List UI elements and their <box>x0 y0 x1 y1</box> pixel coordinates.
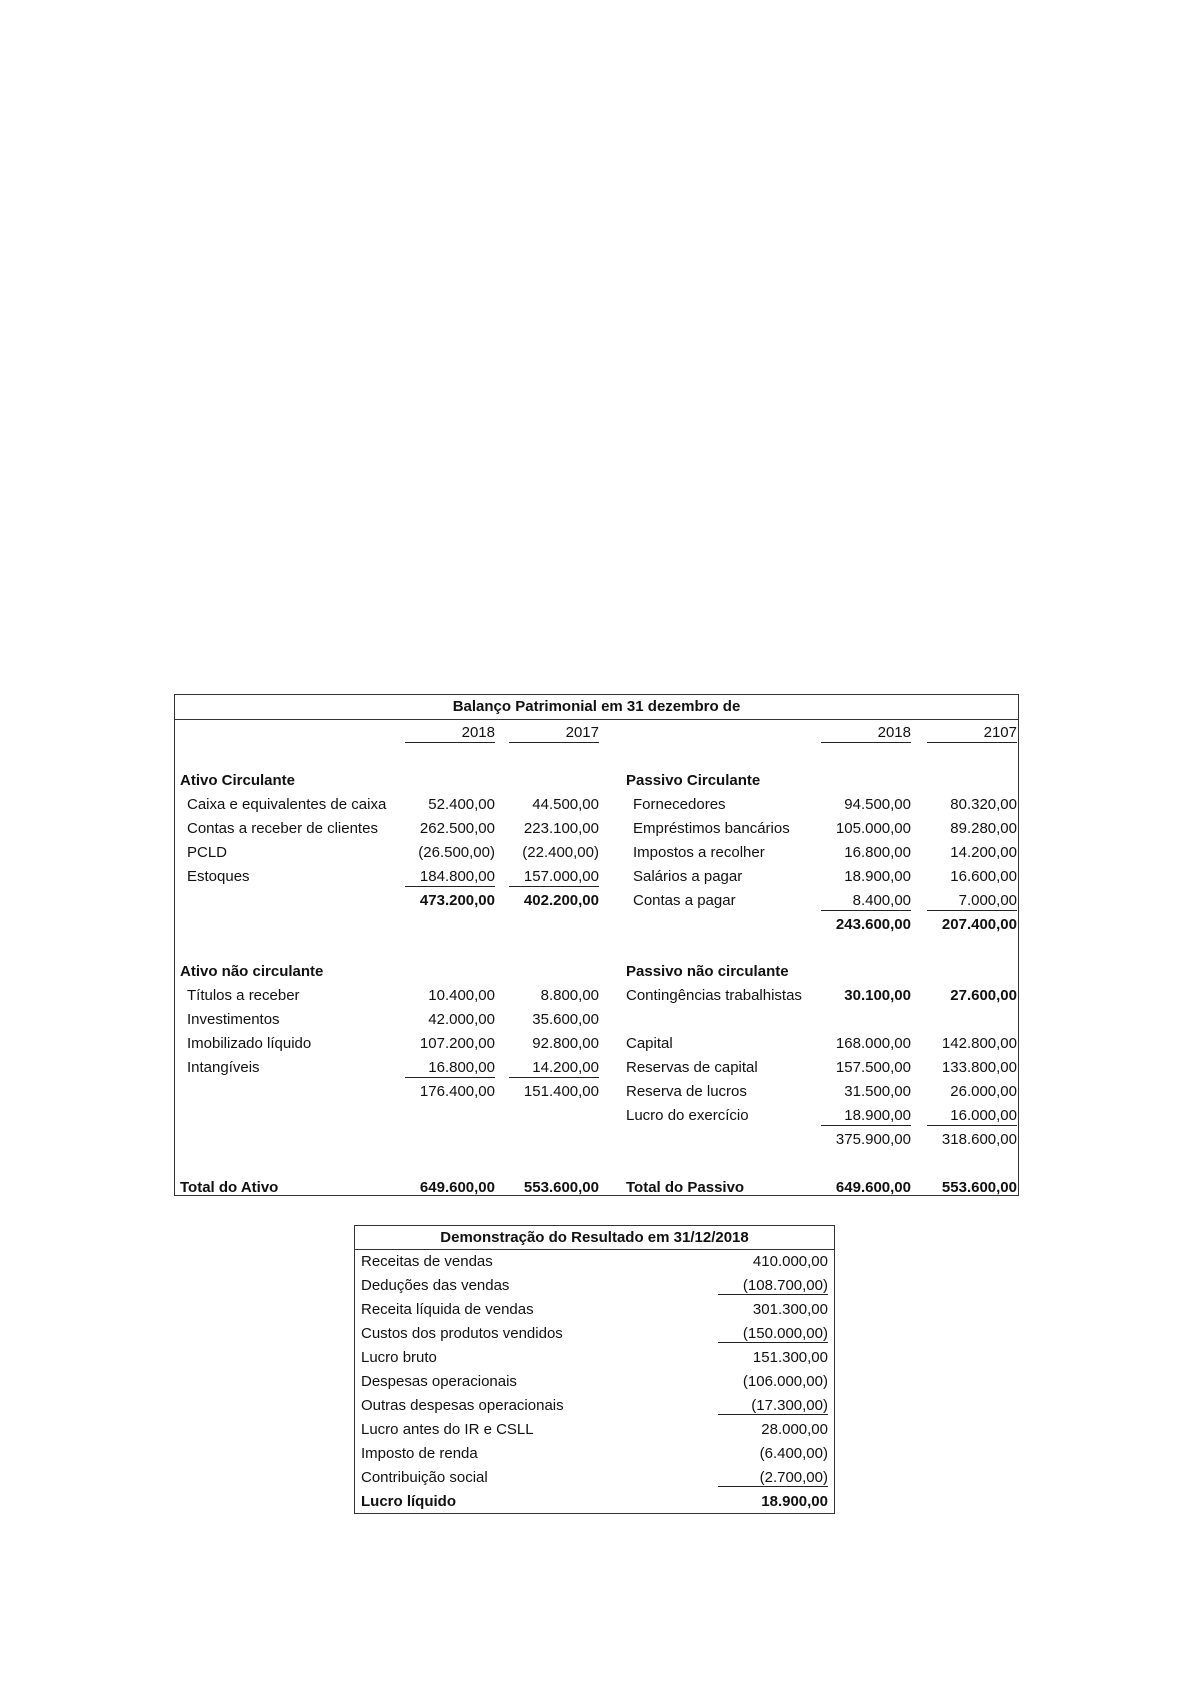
year-header-right-2107: 2107 <box>927 724 1017 743</box>
year-header-left-2017: 2017 <box>509 724 599 743</box>
row-label: Custos dos produtos vendidos <box>361 1325 563 1342</box>
row-label: Investimentos <box>187 1011 280 1028</box>
balance-sheet-title: Balanço Patrimonial em 31 dezembro de <box>175 695 1018 720</box>
row-value: (2.700,00) <box>718 1469 828 1487</box>
subtotal-patrimonio-2107: 318.600,00 <box>941 1131 1017 1148</box>
total-passivo-2107: 553.600,00 <box>941 1179 1017 1196</box>
row-value: (108.700,00) <box>718 1277 828 1295</box>
row-label: Títulos a receber <box>187 987 300 1004</box>
row-value: (150.000,00) <box>718 1325 828 1343</box>
row-value-2018: 262.500,00 <box>419 820 495 837</box>
subtotal-passivo-circulante-2107: 207.400,00 <box>941 916 1017 933</box>
table-row <box>355 1466 834 1490</box>
row-value-2017: 92.800,00 <box>532 1035 599 1052</box>
row-value-2107: 89.280,00 <box>950 820 1017 837</box>
income-statement-table <box>354 1225 835 1514</box>
subtotal-ativo-circulante-2018: 473.200,00 <box>419 892 495 909</box>
row-value-2018: (26.500,00) <box>418 844 495 861</box>
row-value-2107: 26.000,00 <box>950 1083 1017 1100</box>
row-value-2018: 16.800,00 <box>405 1059 495 1078</box>
row-value-2018: 157.500,00 <box>835 1059 911 1076</box>
row-value-2018: 31.500,00 <box>844 1083 911 1100</box>
year-header-right-2018: 2018 <box>821 724 911 743</box>
row-label: Impostos a recolher <box>633 844 765 861</box>
row-label: Intangíveis <box>187 1059 260 1076</box>
row-value-2107: 16.000,00 <box>927 1107 1017 1126</box>
total-passivo-2018: 649.600,00 <box>835 1179 911 1196</box>
total-ativo-2018: 649.600,00 <box>419 1179 495 1196</box>
table-row <box>355 1250 834 1274</box>
row-label: Lucro do exercício <box>626 1107 749 1124</box>
row-label: Reserva de lucros <box>626 1083 747 1100</box>
row-label: Receitas de vendas <box>361 1253 493 1270</box>
row-label: Imposto de renda <box>361 1445 478 1462</box>
subtotal-passivo-circulante-2018: 243.600,00 <box>835 916 911 933</box>
row-value: (106.000,00) <box>742 1373 828 1390</box>
row-label: Reservas de capital <box>626 1059 758 1076</box>
row-value: 18.900,00 <box>761 1493 828 1510</box>
total-passivo-label: Total do Passivo <box>626 1179 745 1196</box>
row-value-2107: 133.800,00 <box>941 1059 1017 1076</box>
table-row <box>355 1418 834 1442</box>
row-value-2107: 14.200,00 <box>950 844 1017 861</box>
table-row <box>355 1298 834 1322</box>
income-statement-title: Demonstração do Resultado em 31/12/2018 <box>355 1226 834 1250</box>
row-value-2017: 8.800,00 <box>540 987 599 1004</box>
table-row <box>355 1394 834 1418</box>
row-label: Empréstimos bancários <box>633 820 790 837</box>
row-label: Contas a receber de clientes <box>187 820 378 837</box>
subtotal-patrimonio-2018: 375.900,00 <box>835 1131 911 1148</box>
row-label: Lucro bruto <box>361 1349 437 1366</box>
table-row <box>355 1442 834 1466</box>
section-heading-ativo-circulante: Ativo Circulante <box>180 772 296 789</box>
row-value-2018: 184.800,00 <box>405 868 495 887</box>
row-value-2018: 94.500,00 <box>844 796 911 813</box>
row-value: 301.300,00 <box>752 1301 828 1318</box>
row-label: Contas a pagar <box>633 892 736 909</box>
row-value-2017: (22.400,00) <box>522 844 599 861</box>
row-label: Salários a pagar <box>633 868 743 885</box>
row-label: Contribuição social <box>361 1469 488 1486</box>
row-value-2017: 157.000,00 <box>509 868 599 887</box>
balance-sheet-table <box>174 694 1019 1196</box>
row-value-2018: 18.900,00 <box>844 868 911 885</box>
row-label: PCLD <box>187 844 228 861</box>
row-value: 410.000,00 <box>752 1253 828 1270</box>
table-row <box>355 1274 834 1298</box>
row-value-2018: 52.400,00 <box>428 796 495 813</box>
row-value-2107: 27.600,00 <box>950 987 1017 1004</box>
row-value-2018: 30.100,00 <box>844 987 911 1004</box>
row-value-2107: 16.600,00 <box>950 868 1017 885</box>
subtotal-ativo-nao-circulante-2018: 176.400,00 <box>419 1083 495 1100</box>
row-value-2018: 107.200,00 <box>419 1035 495 1052</box>
row-value-2017: 35.600,00 <box>532 1011 599 1028</box>
year-header-left-2018: 2018 <box>405 724 495 743</box>
section-heading-ativo-nao-circulante: Ativo não circulante <box>180 963 324 980</box>
subtotal-ativo-circulante-2017: 402.200,00 <box>523 892 599 909</box>
row-value-2018: 105.000,00 <box>835 820 911 837</box>
row-value-2018: 168.000,00 <box>835 1035 911 1052</box>
row-value-2018: 42.000,00 <box>428 1011 495 1028</box>
total-ativo-2017: 553.600,00 <box>523 1179 599 1196</box>
row-value-2018: 18.900,00 <box>821 1107 911 1126</box>
row-label: Contingências trabalhistas <box>626 987 802 1004</box>
row-value: (17.300,00) <box>718 1397 828 1415</box>
row-label: Despesas operacionais <box>361 1373 517 1390</box>
row-value-2018: 16.800,00 <box>844 844 911 861</box>
total-ativo-label: Total do Ativo <box>180 1179 279 1196</box>
row-value-2018: 10.400,00 <box>428 987 495 1004</box>
row-value-2107: 80.320,00 <box>950 796 1017 813</box>
table-row <box>355 1370 834 1394</box>
row-label: Deduções das vendas <box>361 1277 510 1294</box>
row-label: Caixa e equivalentes de caixa <box>187 796 387 813</box>
row-label: Lucro antes do IR e CSLL <box>361 1421 534 1438</box>
row-value: 28.000,00 <box>761 1421 828 1438</box>
row-value-2017: 223.100,00 <box>523 820 599 837</box>
section-heading-passivo-nao-circulante: Passivo não circulante <box>626 963 789 980</box>
row-value-2018: 8.400,00 <box>821 892 911 911</box>
row-label: Fornecedores <box>633 796 726 813</box>
table-row <box>355 1346 834 1370</box>
row-value-2017: 44.500,00 <box>532 796 599 813</box>
table-row-net-income <box>355 1490 834 1514</box>
row-label: Receita líquida de vendas <box>361 1301 534 1318</box>
row-label: Estoques <box>187 868 250 885</box>
row-value-2107: 7.000,00 <box>927 892 1017 911</box>
row-value: (6.400,00) <box>759 1445 828 1462</box>
table-row <box>355 1322 834 1346</box>
row-label: Outras despesas operacionais <box>361 1397 564 1414</box>
section-heading-passivo-circulante: Passivo Circulante <box>626 772 761 789</box>
row-value: 151.300,00 <box>752 1349 828 1366</box>
subtotal-ativo-nao-circulante-2017: 151.400,00 <box>523 1083 599 1100</box>
row-label: Capital <box>626 1035 673 1052</box>
row-label: Lucro líquido <box>361 1493 456 1510</box>
row-value-2017: 14.200,00 <box>509 1059 599 1078</box>
row-label: Imobilizado líquido <box>187 1035 312 1052</box>
row-value-2107: 142.800,00 <box>941 1035 1017 1052</box>
